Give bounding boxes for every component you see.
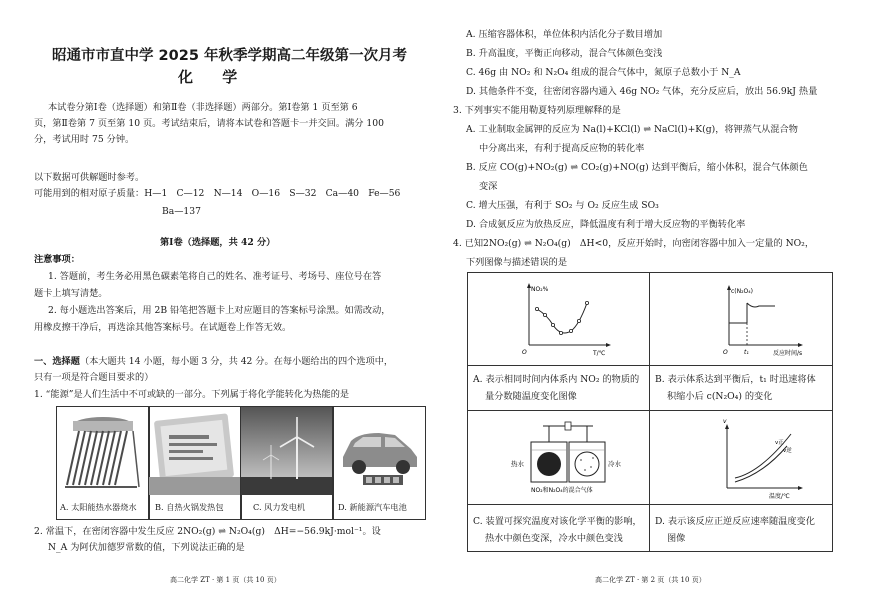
q4-option-d-line1: D. 表示该反应正逆反应速率随温度变化 bbox=[655, 516, 815, 527]
graph-b-t1: t₁ bbox=[744, 349, 749, 356]
atomic-mass-line: 可能用到的相对原子质量：H—1 C—12 N—14 O—16 S—32 Ca—40 Fe—56 bbox=[34, 188, 401, 199]
question-2-line1: 2. 常温下，在密闭容器中发生反应 2NO₂(g) ⇌ N₂O₄(g) ΔH=−56.9kJ·mol⁻¹。设 bbox=[34, 526, 381, 537]
graph-a-origin: O bbox=[522, 349, 527, 356]
graph-a-ylabel: NO₂% bbox=[531, 286, 549, 293]
q3-option-b-cont: 变深 bbox=[479, 181, 498, 192]
notice-title: 注意事项： bbox=[34, 254, 80, 265]
page-footer: 高二化学 ZT · 第 2 页（共 10 页） bbox=[595, 576, 706, 584]
q4-option-b-line2: 积缩小后 c(N₂O₄) 的变化 bbox=[667, 391, 773, 402]
graph-b-xlabel: 反应时间/s bbox=[773, 350, 803, 357]
q1-cell-a bbox=[56, 406, 150, 520]
apparatus-cold-label: 冷水 bbox=[608, 460, 621, 468]
self-heating-pack-image bbox=[149, 407, 241, 495]
q4-divider bbox=[467, 365, 833, 366]
q1-option-d-label: D. 新能源汽车电池 bbox=[338, 502, 407, 512]
graph-b-origin: O bbox=[723, 349, 728, 356]
q4-option-d-line2: 图像 bbox=[667, 533, 686, 544]
intro-line: 页，第Ⅱ卷第 7 页至第 10 页。考试结束后，请将本试卷和答题卡一并交回。满分 100 bbox=[34, 118, 384, 129]
q3-option-b: B. 反应 CO(g)+NO₂(g) ⇌ CO₂(g)+NO(g) 达到平衡后，缩小体积，混合气体颜色 bbox=[466, 162, 808, 173]
question-4-line2: 下列图像与描述错误的是 bbox=[466, 257, 568, 268]
q4-option-b-line1: B. 表示体系达到平衡后，t₁ 时迅速将体 bbox=[655, 374, 816, 385]
solar-water-heater-image bbox=[57, 407, 149, 495]
apparatus-c bbox=[469, 412, 649, 504]
graph-d-vneg: v逆 bbox=[783, 448, 792, 454]
q1-option-a-label: A. 太阳能热水器烧水 bbox=[60, 502, 137, 512]
intro-line: 分，考试用时 75 分钟。 bbox=[34, 134, 135, 145]
graph-d-xlabel: 温度/℃ bbox=[769, 493, 790, 500]
q3-option-a-cont: 中分离出来，有利于提高反应物的转化率 bbox=[479, 143, 645, 154]
question-4-line1: 4. 已知2NO₂(g) ⇌ N₂O₄(g) ΔH<0，反应开始时，向密闭容器中加入一定量的 NO₂， bbox=[453, 238, 815, 249]
q3-option-d: D. 合成氨反应为放热反应，降低温度有利于增大反应物的平衡转化率 bbox=[466, 219, 746, 230]
notice-line: 用橡皮擦干净后，再选涂其他答案标号。在试题卷上作答无效。 bbox=[34, 322, 292, 333]
graph-d-vpos: v正 bbox=[775, 440, 784, 446]
apparatus-hot-label: 热水 bbox=[511, 460, 524, 468]
apparatus-caption: NO₂和N₂O₄的混合气体 bbox=[531, 487, 593, 494]
q1-cell-b bbox=[148, 406, 242, 520]
mc-heading bbox=[34, 355, 393, 368]
q4-option-c-line2: 热水中颜色变深，冷水中颜色变浅 bbox=[485, 533, 623, 544]
graph-b-ylabel: c(N₂O₄) bbox=[731, 288, 754, 295]
notice-line: 1. 答题前，考生务必用黑色碳素笔将自己的姓名、准考证号、考场号、座位号在答 bbox=[48, 271, 382, 282]
atomic-mass-line: Ba—137 bbox=[162, 206, 201, 217]
q2-option-b: B. 升高温度，平衡正向移动，混合气体颜色变浅 bbox=[466, 48, 663, 59]
page-footer: 高二化学 ZT · 第 1 页（共 10 页） bbox=[170, 576, 281, 584]
question-1: 1. “能源”是人们生活中不可或缺的一部分。下列属于将化学能转化为热能的是 bbox=[34, 389, 350, 400]
graph-a bbox=[469, 273, 649, 365]
q2-option-a: A. 压缩容器体积，单位体积内活化分子数目增加 bbox=[466, 29, 663, 40]
q2-option-c: C. 46g 由 NO₂ 和 N₂O₄ 组成的混合气体中，氮原子总数小于 N_A bbox=[466, 67, 741, 78]
question-2-line2: N_A 为阿伏加德罗常数的值，下列说法正确的是 bbox=[48, 542, 245, 553]
exam-title: 昭通市市直中学 2025 年秋季学期高二年级第一次月考 bbox=[52, 48, 407, 64]
q1-cell-d bbox=[332, 406, 426, 520]
q1-option-b-label: B. 自热火锅发热包 bbox=[155, 502, 224, 512]
graph-a-xlabel: T/℃ bbox=[593, 350, 606, 357]
q2-option-d: D. 其他条件不变，往密闭容器内通入 46g NO₂ 气体，充分反应后，放出 56.9kJ 热量 bbox=[466, 86, 818, 97]
graph-d-ylabel: v bbox=[723, 418, 727, 425]
intro-line: 本试卷分第Ⅰ卷（选择题）和第Ⅱ卷（非选择题）两部分。第Ⅰ卷第 1 页至第 6 bbox=[48, 102, 358, 113]
q4-divider bbox=[467, 410, 833, 411]
graph-b bbox=[651, 273, 831, 365]
notice-line: 题卡上填写清楚。 bbox=[34, 288, 108, 299]
mc-heading-bold: 一、选择题 bbox=[34, 356, 80, 367]
data-reference: 以下数据可供解题时参考。 bbox=[34, 172, 145, 183]
mc-heading-line2: 只有一项是符合题目要求的） bbox=[34, 372, 154, 383]
mc-heading-text: （本大题共 14 小题，每小题 3 分，共 42 分。在每小题给出的四个选项中， bbox=[79, 356, 394, 367]
q1-cell-c bbox=[240, 406, 334, 520]
graph-d bbox=[651, 412, 831, 504]
q4-option-a-line2: 量分数随温度变化图像 bbox=[485, 391, 577, 402]
notice-line: 2. 每小题选出答案后，用 2B 铅笔把答题卡上对应题目的答案标号涂黑。如需改动， bbox=[48, 305, 391, 316]
ev-car-battery-image bbox=[333, 407, 425, 495]
q3-option-a: A. 工业制取金属钾的反应为 Na(l)+KCl(l) ⇌ NaCl(l)+K(g)，将钾蒸气从混合物 bbox=[466, 124, 798, 135]
q4-option-c-line1: C. 装置可探究温度对该化学平衡的影响， bbox=[473, 516, 642, 527]
q3-option-c: C. 增大压强，有利于 SO₂ 与 O₂ 反应生成 SO₃ bbox=[466, 200, 659, 211]
wind-turbine-image bbox=[241, 407, 333, 495]
q4-divider bbox=[467, 504, 833, 505]
subject-title: 化 学 bbox=[178, 68, 250, 86]
q4-option-a-line1: A. 表示相同时间内体系内 NO₂ 的物质的 bbox=[473, 374, 640, 385]
question-3: 3. 下列事实不能用勒夏特列原理解释的是 bbox=[453, 105, 621, 116]
section-heading: 第Ⅰ卷（选择题，共 42 分） bbox=[160, 237, 276, 248]
q1-option-c-label: C. 风力发电机 bbox=[253, 502, 306, 512]
q4-vertical-divider bbox=[649, 272, 650, 552]
right-page bbox=[435, 0, 870, 599]
